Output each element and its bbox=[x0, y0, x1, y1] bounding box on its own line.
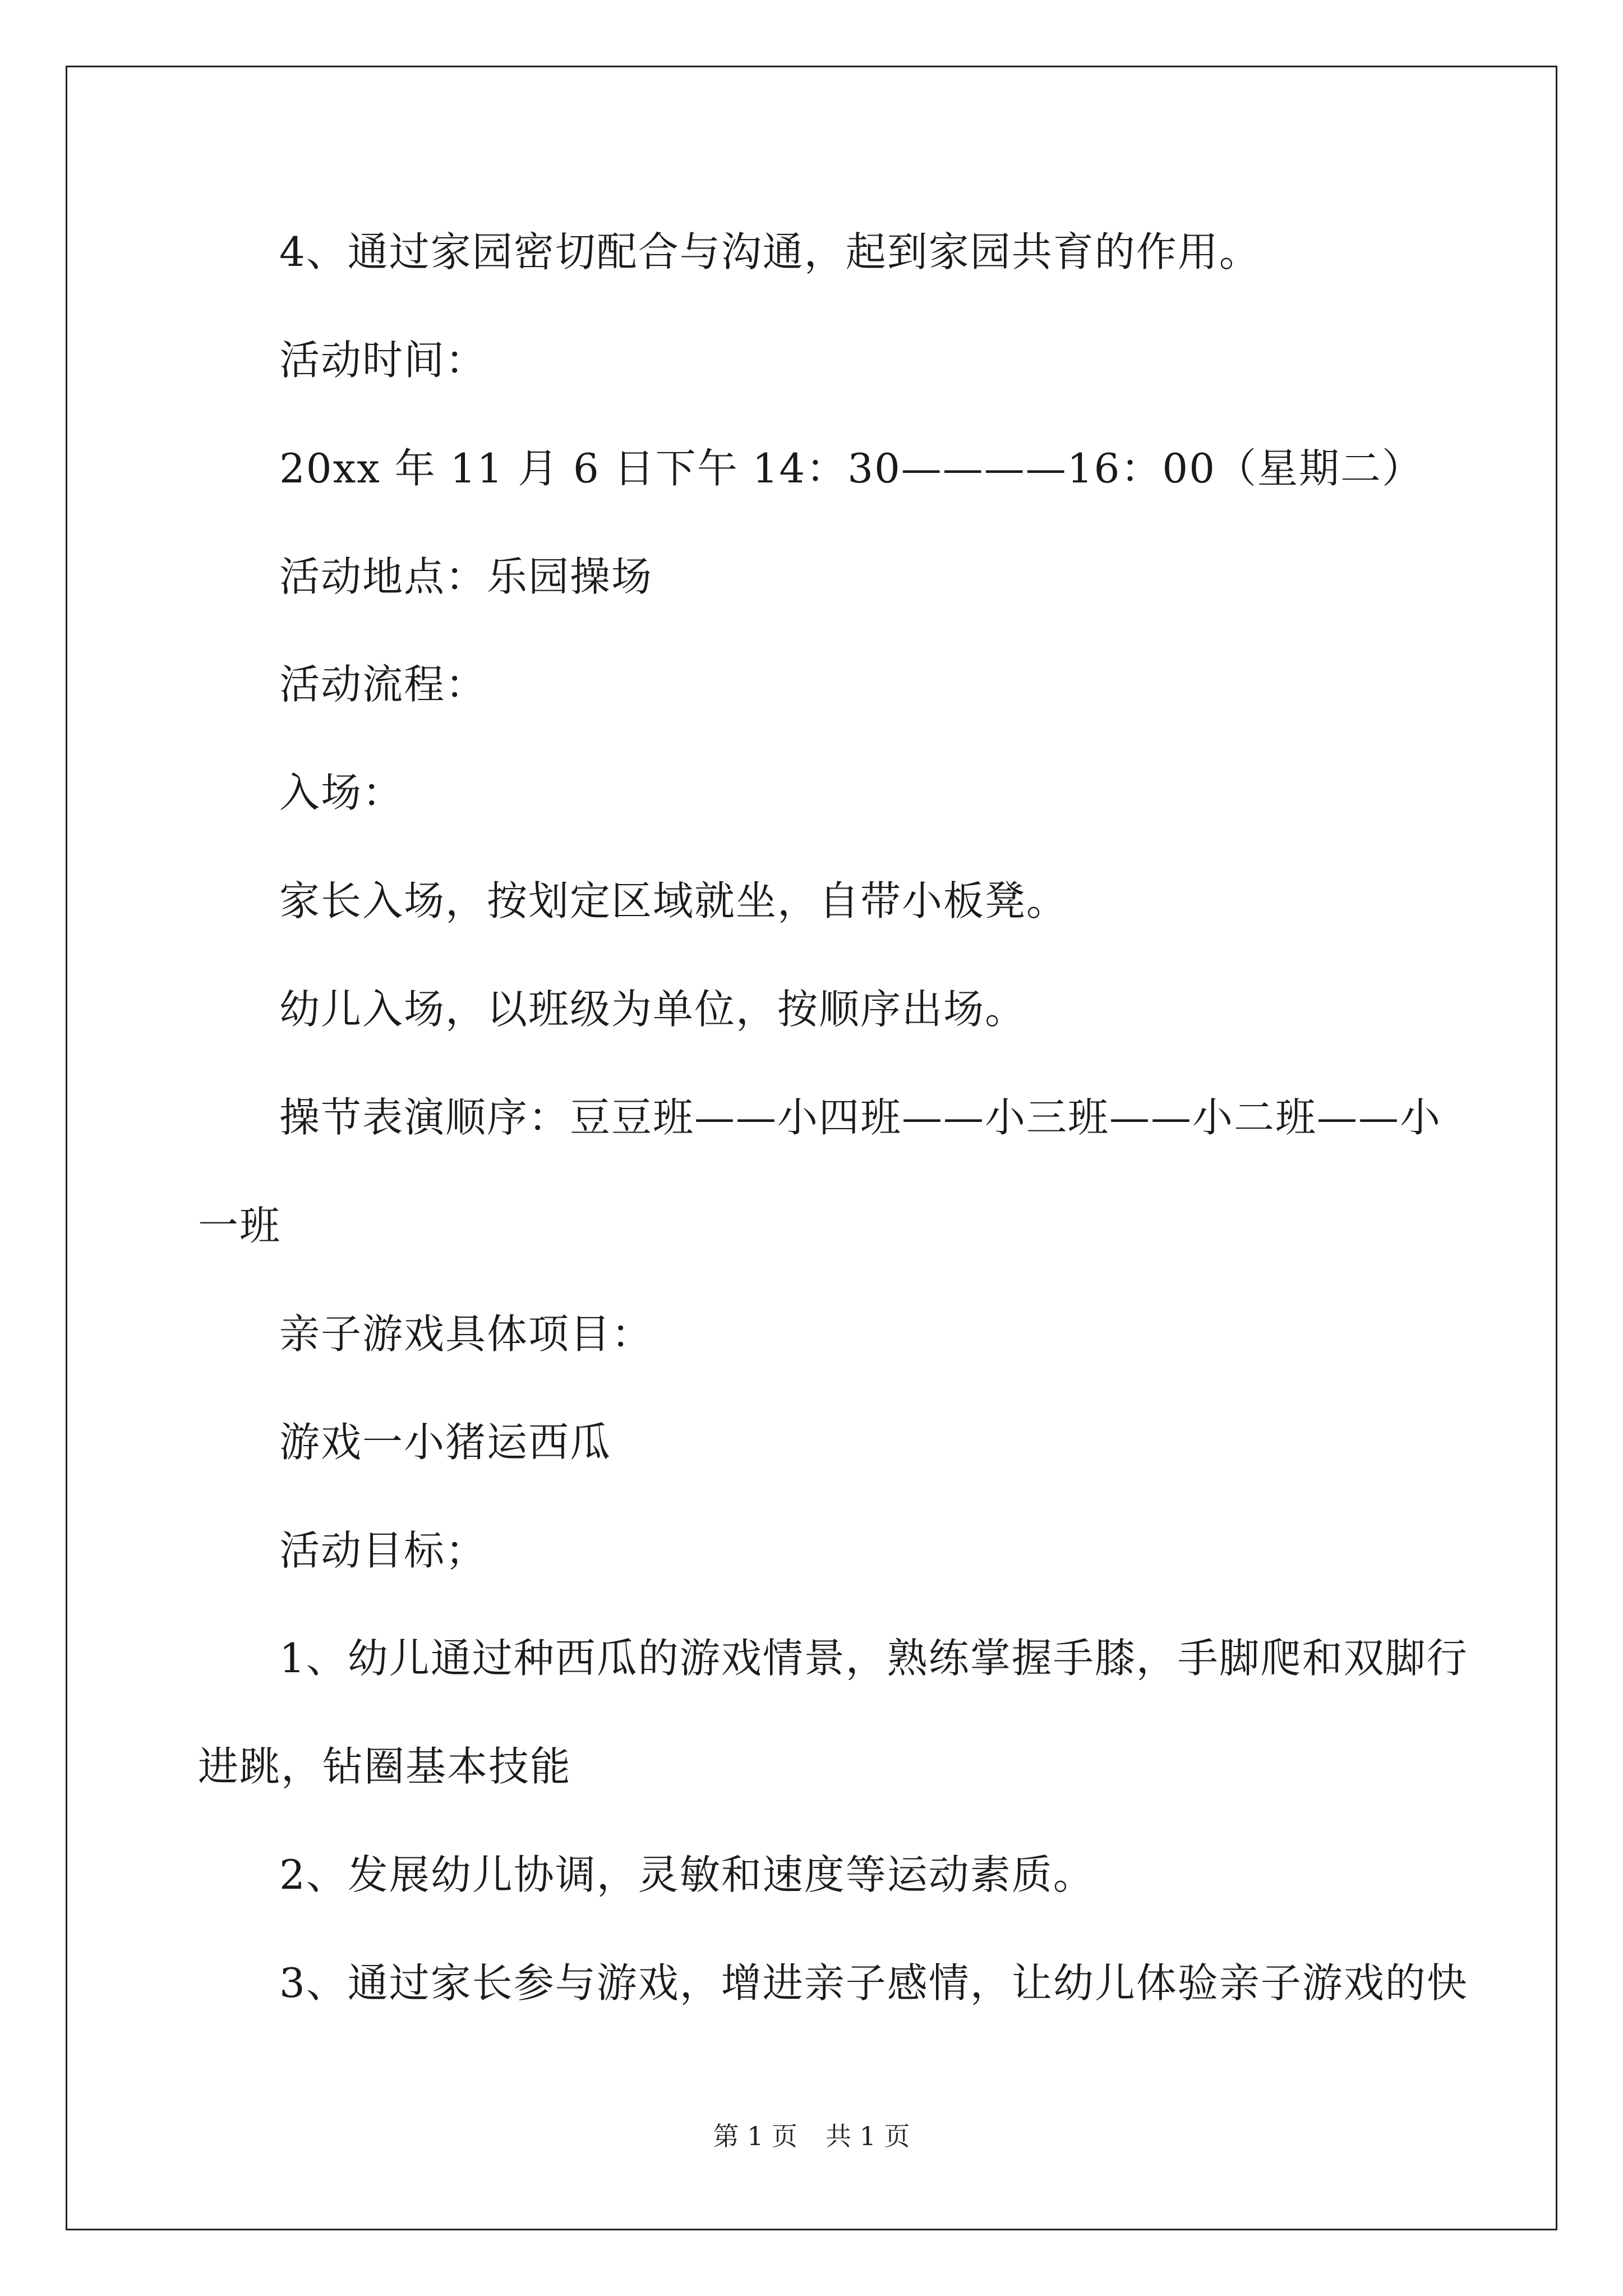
text-line-13: 活动目标； bbox=[279, 1527, 487, 1574]
text-line-12: 游戏一小猪运西瓜 bbox=[279, 1419, 612, 1466]
page-total: 共 1 页 bbox=[826, 2121, 910, 2151]
text-line-2: 活动时间： bbox=[279, 337, 487, 384]
text-line-6: 入场： bbox=[279, 769, 404, 816]
text-line-16: 2、发展幼儿协调，灵敏和速度等运动素质。 bbox=[279, 1851, 1095, 1898]
text-line-17: 3、通过家长参与游戏，增进亲子感情，让幼儿体验亲子游戏的快 bbox=[279, 1959, 1468, 2007]
text-line-14: 1、幼儿通过种西瓜的游戏情景，熟练掌握手膝，手脚爬和双脚行 bbox=[279, 1635, 1468, 1682]
text-line-10: 一班 bbox=[198, 1202, 282, 1249]
text-line-15: 进跳，钻圈基本技能 bbox=[198, 1743, 572, 1790]
text-line-3: 20xx 年 11 月 6 日下午 14：30————16：00（星期二） bbox=[279, 445, 1424, 492]
text-line-11: 亲子游戏具体项目： bbox=[279, 1310, 653, 1358]
text-line-7: 家长入场，按划定区域就坐，自带小板凳。 bbox=[279, 877, 1068, 924]
page-frame bbox=[66, 66, 1557, 2230]
text-line-9: 操节表演顺序：豆豆班——小四班——小三班——小二班——小 bbox=[279, 1094, 1442, 1141]
page-number: 第 1 页 bbox=[713, 2121, 797, 2151]
text-line-4: 活动地点：乐园操场 bbox=[279, 553, 653, 600]
text-line-5: 活动流程： bbox=[279, 661, 487, 708]
text-line-1: 4、通过家园密切配合与沟通，起到家园共育的作用。 bbox=[279, 228, 1261, 275]
page-footer bbox=[0, 2123, 1623, 2149]
text-line-8: 幼儿入场，以班级为单位，按顺序出场。 bbox=[279, 986, 1027, 1033]
